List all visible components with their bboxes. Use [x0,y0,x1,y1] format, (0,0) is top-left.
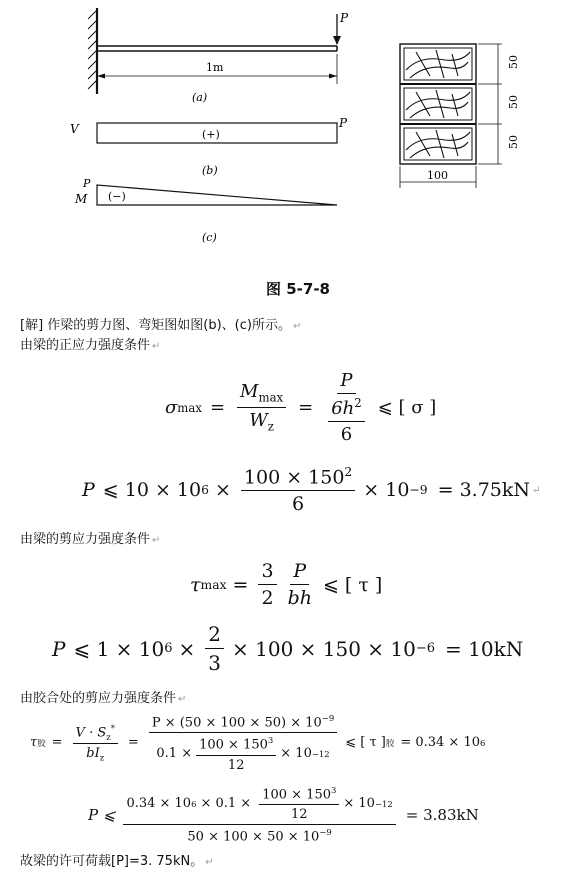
load-label: P [340,11,349,25]
shear-value-label: P [339,116,348,130]
dim-height-3: 50 [507,135,520,149]
moment-sign: (−) [108,190,126,203]
equation-normal-stress: σ max = $\frac{M_{max}}{W_z}$ = $\frac{P}{\frac{6h^2}{6}}$ ⩽ [ σ ] [165,370,437,445]
moment-axis-label: M [75,192,88,206]
solution-intro: [解] 作梁的剪力图、弯矩图如图(b)、(c)所示。 ↵ [20,318,302,333]
equation-normal-result: P ⩽ 10 × 10 6 × $\frac{100 \times 150^2}{6}$ × 10 −9 = 3.75kN ↵ [82,465,541,516]
moment-value-label: P [83,177,91,190]
shear-sign: (+) [202,128,220,141]
cantilever-diagram [88,8,349,104]
equation-shear-stress: τ max = $\frac{3}{2}$ $\frac{P}{bh}$ ⩽ [ τ ] [190,560,383,609]
caption-b: (b) [202,164,218,177]
dim-height-1: 50 [507,55,520,69]
dim-height-2: 50 [507,95,520,109]
beam-figure [0,0,574,265]
moment-triangle [97,185,337,205]
shear-diagram [70,116,348,177]
figure-title: 图 5-7-8 [266,280,330,298]
shear-axis-label: V [70,122,79,136]
conclusion-line: 故梁的许可荷载[P]=3. 75kN。 ↵ [20,854,214,869]
load-arrowhead [333,36,341,45]
caption-c: (c) [202,231,217,244]
cross-section [400,44,520,188]
moment-diagram [74,177,337,244]
caption-a: (a) [192,91,208,104]
span-label: 1m [206,61,224,74]
normal-stress-heading: 由梁的正应力强度条件 ↵ [20,338,161,353]
equation-shear-result: P ⩽ 1 × 10 6 × $\frac{2}{3}$ × 100 × 150 × 10 −6 = 10kN [52,622,524,675]
shear-stress-heading: 由梁的剪应力强度条件 ↵ [20,532,161,547]
glue-shear-heading: 由胶合处的剪应力强度条件 ↵ [20,691,187,706]
dim-width: 100 [427,169,448,182]
wood-grain [406,50,470,158]
equation-glue-shear: τ 胶 = $\frac{V \cdot S_z^*}{bI_z}$ = $P \times (50 \times 100 \times 50) \times 10^{-9}$ 0.1 × $\frac{100 \times 150^3}{12}$ × 10 −12 ⩽ [ τ ] 胶 = 0.34 × 10 6 [30,713,486,773]
equation-glue-result: P ⩽ 0.34 × 10 6 × 0.1 × $\frac{100 \times 150^3}{12}$ × 10 −12 $50 \times 100 \times 50 \times 10^{-9}$ = 3.83kN [88,785,479,845]
wall-hatching [88,10,97,89]
